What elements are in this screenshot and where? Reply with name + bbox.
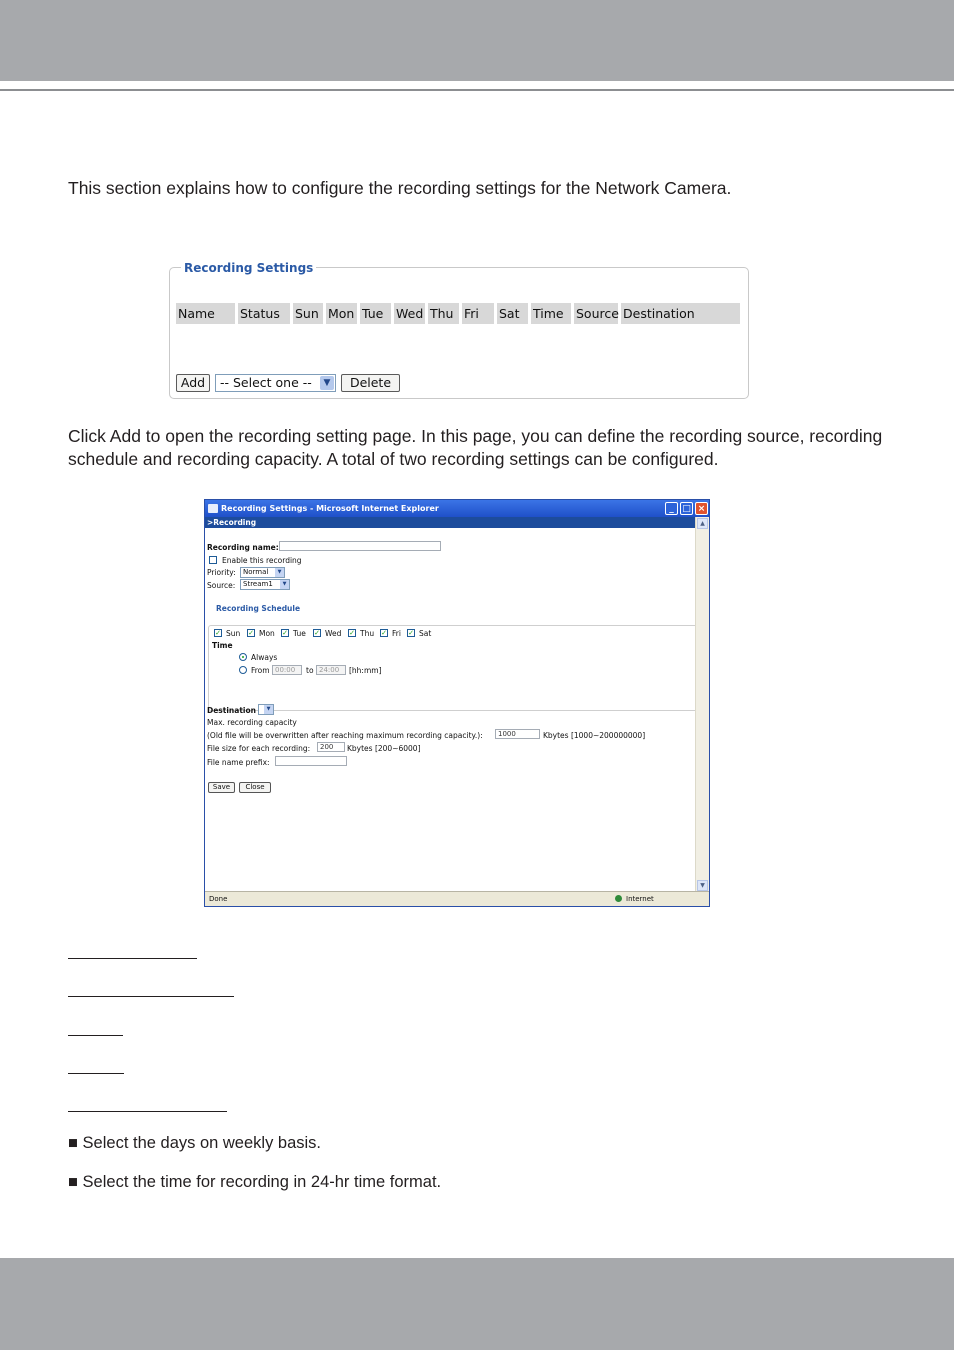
destination-select[interactable]: [258, 704, 274, 715]
click-add-text: Click Add to open the recording setting page. In this page, you can define the recording source, recording schedule and recording capacity. A total of two recording settings can be configured.: [68, 426, 883, 469]
ie-window: [204, 499, 710, 907]
recording-name-input[interactable]: [279, 541, 441, 551]
globe-icon: [615, 895, 622, 902]
column-header: Fri: [462, 303, 494, 324]
column-header: Destination: [621, 303, 740, 324]
window-titlebar: [205, 500, 709, 517]
column-header: Time: [531, 303, 571, 324]
from-label: From: [251, 666, 270, 675]
scroll-down-icon[interactable]: ▼: [697, 880, 708, 891]
delete-button[interactable]: Delete: [341, 374, 400, 392]
priority-label: Priority:: [207, 568, 236, 577]
ie-content: [205, 517, 695, 892]
close-button[interactable]: Close: [239, 782, 271, 793]
column-header: Sat: [497, 303, 528, 324]
header-band: [0, 0, 954, 81]
capacity-unit: Kbytes [1000~200000000]: [543, 731, 646, 740]
day-label: Tue: [293, 629, 306, 638]
chevron-down-icon: ▼: [275, 568, 284, 577]
vertical-scrollbar[interactable]: [695, 517, 709, 892]
column-header: Mon: [326, 303, 357, 324]
day-checkbox[interactable]: ✓: [248, 629, 254, 637]
recording-name-label: Recording name:: [207, 543, 279, 552]
chevron-down-icon: ▼: [320, 376, 334, 390]
time-label: Time: [212, 641, 233, 650]
chevron-down-icon: ▼: [280, 580, 289, 589]
save-button[interactable]: Save: [208, 782, 235, 793]
day-label: Thu: [360, 629, 375, 638]
source-value: Stream1: [243, 580, 273, 588]
max-capacity-label: Max. recording capacity: [207, 718, 297, 727]
prefix-label: File name prefix:: [207, 758, 270, 767]
source-select[interactable]: [240, 579, 290, 590]
recording-heading-bar: [205, 517, 695, 528]
day-checkbox[interactable]: ✓: [215, 629, 221, 637]
column-header: Name: [176, 303, 235, 324]
column-header: Source: [574, 303, 618, 324]
time-format-hint: [hh:mm]: [349, 666, 382, 675]
enable-recording-label: Enable this recording: [222, 556, 302, 565]
recording-schedule-legend: Recording Schedule: [216, 604, 301, 613]
close-icon[interactable]: ×: [695, 502, 708, 515]
scroll-up-icon[interactable]: ▲: [697, 518, 708, 529]
chevron-down-icon: ▼: [264, 705, 273, 714]
column-header: Thu: [428, 303, 459, 324]
to-time-input[interactable]: 24:00: [316, 665, 346, 675]
day-checkbox[interactable]: ✓: [282, 629, 288, 637]
to-label: to: [306, 666, 314, 675]
source-label: Source:: [207, 581, 236, 590]
always-radio[interactable]: [239, 653, 247, 661]
from-time-input[interactable]: 00:00: [272, 665, 302, 675]
day-label: Wed: [325, 629, 342, 638]
column-header: Sun: [293, 303, 323, 324]
window-title: Recording Settings - Microsoft Internet Explorer: [221, 504, 439, 513]
status-bar: [205, 891, 709, 906]
day-label: Mon: [259, 629, 275, 638]
status-text: Done: [209, 895, 228, 903]
day-checkbox[interactable]: ✓: [314, 629, 320, 637]
day-checkbox[interactable]: ✓: [381, 629, 387, 637]
enable-recording-checkbox[interactable]: [209, 556, 217, 564]
overwrite-label: (Old file will be overwritten after reaching maximum recording capacity.):: [207, 731, 483, 740]
recording-select[interactable]: [215, 374, 336, 392]
underline-rule: [68, 996, 234, 997]
file-size-label: File size for each recording:: [207, 744, 311, 753]
day-label: Sat: [419, 629, 432, 638]
destination-label: Destination: [207, 706, 256, 715]
underline-rule: [68, 1073, 124, 1074]
day-checkbox[interactable]: ✓: [349, 629, 355, 637]
underline-rule: [68, 1111, 227, 1112]
recording-heading: >Recording: [207, 518, 257, 527]
minimize-icon[interactable]: _: [665, 502, 678, 515]
priority-value: Normal: [243, 568, 269, 576]
prefix-input[interactable]: [275, 756, 347, 766]
underline-rule: [68, 958, 197, 959]
underline-rule: [68, 1035, 123, 1036]
column-header: Tue: [360, 303, 391, 324]
add-button[interactable]: Add: [176, 374, 210, 392]
column-header: Wed: [394, 303, 425, 324]
bullet-item: ■ Select the time for recording in 24-hr time format.: [68, 1173, 442, 1191]
header-rule: [0, 89, 954, 91]
file-size-input[interactable]: 200: [317, 742, 345, 752]
maximize-icon[interactable]: □: [680, 502, 693, 515]
recording-table-header: [176, 303, 740, 324]
file-size-unit: Kbytes [200~6000]: [347, 744, 421, 753]
recording-settings-legend: Recording Settings: [181, 261, 316, 275]
column-header: Status: [238, 303, 290, 324]
capacity-input[interactable]: 1000: [495, 729, 540, 739]
priority-select[interactable]: [240, 567, 285, 578]
bullet-item: ■ Select the days on weekly basis.: [68, 1134, 322, 1152]
always-label: Always: [251, 653, 278, 662]
from-radio[interactable]: [239, 666, 247, 674]
day-label: Sun: [226, 629, 241, 638]
zone-text: Internet: [626, 895, 654, 903]
day-checkbox[interactable]: ✓: [408, 629, 414, 637]
ie-app-icon: [208, 504, 218, 513]
intro-text: This section explains how to configure the recording settings for the Network Camera.: [68, 178, 732, 198]
day-label: Fri: [392, 629, 401, 638]
recording-select-value: -- Select one --: [220, 375, 312, 390]
footer-band: [0, 1258, 954, 1350]
